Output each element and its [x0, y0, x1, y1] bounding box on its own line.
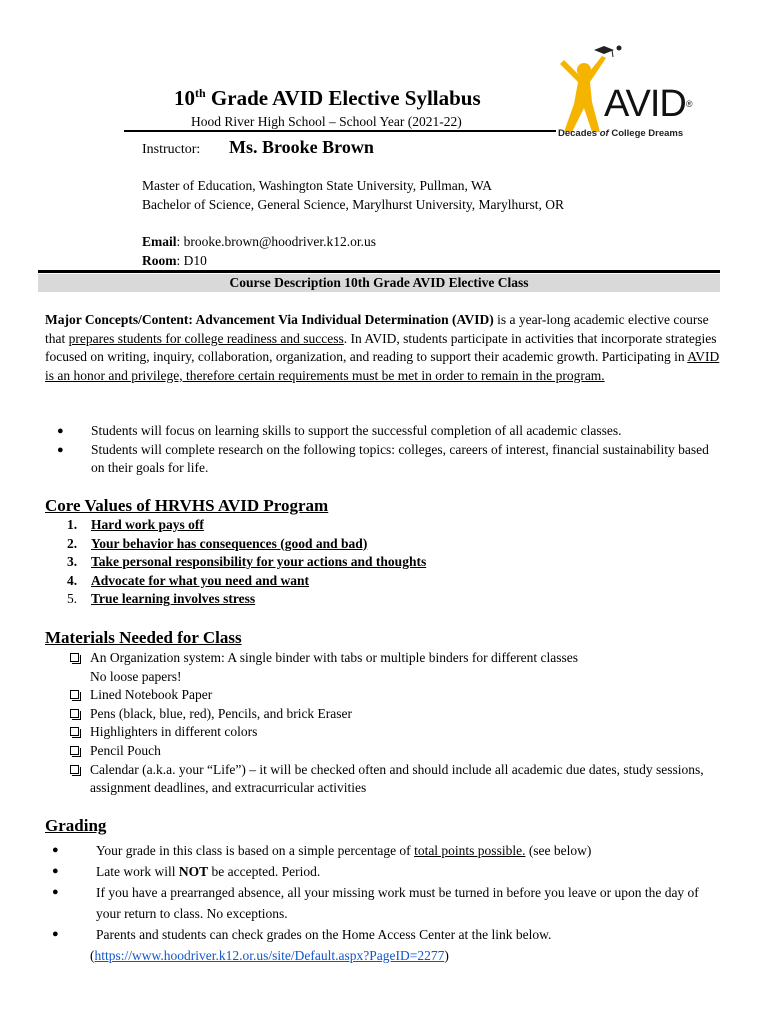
list-item: 3. Take personal responsibility for your actions and thoughts: [67, 554, 427, 570]
header-rule: [124, 130, 556, 132]
school-name: Hood River High School – School Year (2021-22): [191, 114, 462, 129]
course-description-bar: Course Description 10th Grade AVID Elective Class: [38, 274, 720, 292]
checkbox-icon: [70, 727, 79, 736]
list-item: 4. Advocate for what you need and want: [67, 572, 310, 588]
checkbox-icon: [70, 690, 79, 699]
course-description-paragraph: Major Concepts/Content: Advancement Via Individual Determination (AVID) is a year-long academic elective course that prepares students for college readiness and success. In AVID, students participate in activities that incorporate strategies focused on writing, inquiry, collaboration, organization, and reading to support their academic growth. Participating in AVID is an honor and privilege, therefore certain requirements must be met in order to remain in the program.: [45, 312, 720, 383]
list-item: An Organization system: A single binder with tabs or multiple binders for different classes No loose papers!: [90, 649, 730, 686]
materials-list: [90, 649, 730, 798]
list-item: 1. Hard work pays off: [67, 517, 204, 532]
email-line: Email: brooke.brown@hoodriver.k12.or.us: [142, 234, 377, 249]
list-item: ● Students will complete research on the following topics: colleges, careers of interest, financial sustainability based on their goals for life.: [57, 441, 709, 476]
instructor-label: Instructor:: [142, 142, 201, 157]
list-item: 5. True learning involves stress: [67, 591, 256, 607]
instructor-name: Ms. Brooke Brown: [229, 137, 374, 157]
list-item: Lined Notebook Paper: [90, 686, 730, 705]
degree-item: Master of Education, Washington State University, Pullman, WA: [142, 178, 492, 193]
list-item: ● Your grade in this class is based on a simple percentage of total points possible. (see below): [52, 843, 592, 858]
logo-tagline: Decades of College Dreams: [558, 128, 684, 139]
degree-list: [142, 177, 564, 214]
list-item: ● Late work will NOT be accepted. Period.: [52, 864, 321, 879]
grading-list: [52, 840, 726, 966]
grading-heading: Grading: [45, 816, 107, 835]
page-title: 10th Grade AVID Elective Syllabus: [174, 86, 481, 110]
checkbox-icon: [70, 709, 79, 718]
list-item: Calendar (a.k.a. your “Life”) – it will be checked often and should include all academic due dates, study sessions, assignment deadlines, and extracurricular activities: [90, 761, 730, 798]
core-values-heading: Core Values of HRVHS AVID Program: [45, 496, 329, 515]
logo-wordmark: AVID®: [604, 83, 692, 125]
avid-logo: [552, 44, 712, 140]
list-item: Pens (black, blue, red), Pencils, and brick Eraser: [90, 705, 730, 724]
list-item: Pencil Pouch: [90, 742, 730, 761]
materials-heading: Materials Needed for Class: [45, 628, 242, 647]
contact-info: [142, 233, 376, 270]
core-values-list: [67, 516, 427, 609]
section-rule: [38, 270, 720, 273]
list-item: Highlighters in different colors: [90, 723, 730, 742]
checkbox-icon: [70, 765, 79, 774]
list-item: ● Parents and students can check grades on the Home Access Center at the link below. (https://www.hoodriver.k12.or.us/site/Default.aspx?PageID=2277): [52, 927, 552, 963]
room-line: Room: D10: [142, 252, 207, 268]
home-access-link[interactable]: https://www.hoodriver.k12.or.us/site/Default.aspx?PageID=2277: [94, 948, 445, 963]
checkbox-icon: [70, 746, 79, 755]
list-item: 2. Your behavior has consequences (good and bad): [67, 535, 368, 551]
degree-item: Bachelor of Science, General Science, Marylhurst University, Marylhurst, OR: [142, 196, 565, 212]
course-bullets: [57, 422, 711, 478]
list-item: ● Students will focus on learning skills to support the successful completion of all academic classes.: [57, 423, 622, 438]
list-item: ● If you have a prearranged absence, all your missing work must be turned in before you leave or upon the day of your return to class. No exceptions.: [52, 885, 699, 921]
checkbox-icon: [70, 653, 79, 662]
